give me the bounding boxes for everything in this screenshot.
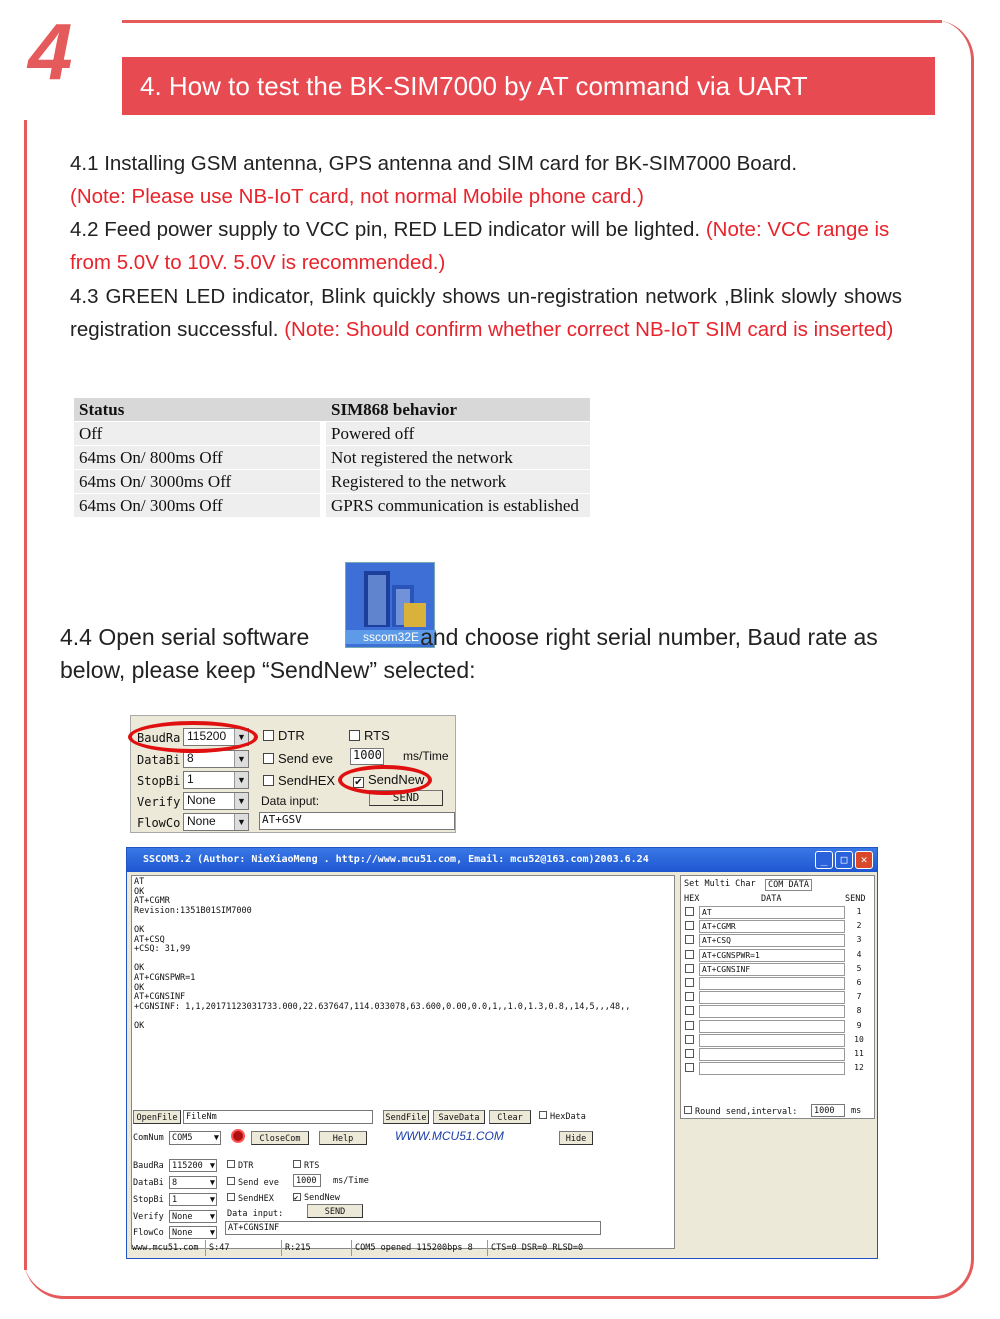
table-cell: Registered to the network bbox=[326, 470, 590, 494]
round-unit: ms bbox=[851, 1106, 862, 1116]
step-4-1-text: 4.1 Installing GSM antenna, GPS antenna and SIM card for BK-SIM7000 Board. bbox=[70, 152, 798, 175]
sendnew-checkbox[interactable]: ✔ SendNew bbox=[354, 772, 425, 788]
baud-label: BaudRa bbox=[137, 731, 181, 745]
step-4-2-text: 4.2 Feed power supply to VCC pin, RED LED indicator will be lighted. bbox=[70, 218, 701, 241]
multi-data-field[interactable]: AT+CGMR bbox=[699, 920, 845, 933]
sendhex-label: SendHEX bbox=[278, 773, 336, 788]
flow-select[interactable] bbox=[183, 813, 249, 831]
flow-value: None bbox=[172, 1228, 193, 1238]
rts-label: RTS bbox=[364, 728, 390, 743]
window-title: SSCOM3.2 (Author: NieXiaoMeng . http://www.mcu51.com, Email: mcu52@163.com)2003.6.24 bbox=[143, 854, 649, 865]
table-cell: GPRS communication is established bbox=[326, 494, 590, 518]
list-item bbox=[683, 1005, 873, 1018]
clear-button[interactable]: Clear bbox=[489, 1110, 531, 1124]
status-lines: CTS=0 DSR=0 RLSD=0 bbox=[487, 1240, 583, 1256]
sendnew-label: SendNew bbox=[304, 1193, 340, 1203]
verify-label: Verify bbox=[133, 1212, 164, 1222]
data-input-field[interactable]: AT+CGNSINF bbox=[225, 1221, 601, 1235]
databits-value: 8 bbox=[187, 751, 194, 765]
hide-button[interactable]: Hide bbox=[559, 1131, 593, 1145]
multi-data-field[interactable]: AT+CGNSPWR=1 bbox=[699, 949, 845, 962]
baud-select[interactable] bbox=[169, 1159, 217, 1172]
flow-label: FlowCo bbox=[133, 1228, 164, 1238]
list-item bbox=[683, 977, 873, 990]
flow-select[interactable] bbox=[169, 1226, 217, 1239]
sscom-window bbox=[126, 847, 878, 1259]
col-send: SEND bbox=[845, 894, 866, 904]
multi-data-field[interactable] bbox=[699, 1034, 845, 1047]
sendhex-checkbox[interactable] bbox=[227, 1193, 274, 1204]
status-bar bbox=[129, 1240, 875, 1256]
open-file-button[interactable]: OpenFile bbox=[133, 1110, 181, 1124]
list-item bbox=[683, 906, 873, 919]
table-row bbox=[74, 470, 590, 494]
multi-send-button[interactable]: 6 bbox=[856, 978, 862, 987]
multi-send-button[interactable]: 11 bbox=[854, 1049, 864, 1058]
chevron-down-icon: ▼ bbox=[209, 1228, 215, 1238]
help-button[interactable]: Help bbox=[319, 1131, 367, 1145]
list-item bbox=[683, 1062, 873, 1075]
app-icon-label: sscom32E bbox=[346, 630, 436, 644]
step-4-2-note: (Note: VCC range is from 5.0V to 10V. 5.0V is recommended.) bbox=[70, 218, 890, 274]
website-link[interactable]: WWW.MCU51.COM bbox=[395, 1129, 504, 1143]
maximize-icon[interactable]: □ bbox=[835, 851, 853, 869]
list-item bbox=[683, 991, 873, 1004]
hex-checkbox[interactable] bbox=[685, 950, 694, 959]
verify-value: None bbox=[187, 793, 216, 807]
multi-data-field[interactable] bbox=[699, 1062, 845, 1075]
chevron-down-icon: ▼ bbox=[209, 1161, 215, 1171]
baud-value: 115200 bbox=[172, 1161, 203, 1171]
step-4-3-note: (Note: Should confirm whether correct NB-IoT SIM card is inserted) bbox=[284, 318, 894, 341]
multi-send-button[interactable]: 10 bbox=[854, 1034, 864, 1044]
table-cell: 64ms On/ 3000ms Off bbox=[74, 470, 320, 494]
flow-value: None bbox=[187, 814, 216, 828]
receive-area[interactable]: AT OK AT+CGMR Revision:1351B01SIM7000 OK AT+CSQ +CSQ: 31,99 OK AT+CGNSPWR=1 OK AT+CGNSINF +CGNSINF: 1,1,20171123031733.000,22.637647,114.033078,63.600,0.00,0.0,1,,1.0,1.3,0.8,,14,5,,,48,, OK bbox=[131, 875, 675, 1249]
data-input-field[interactable]: AT+GSV bbox=[259, 812, 455, 830]
col-data: DATA bbox=[761, 894, 782, 904]
table-row bbox=[74, 494, 590, 518]
multi-data-field[interactable] bbox=[699, 977, 845, 990]
databits-label: DataBi bbox=[133, 1178, 164, 1188]
interval-input[interactable]: 1000 bbox=[350, 748, 384, 765]
multi-send-button[interactable]: 9 bbox=[856, 1020, 862, 1030]
list-item bbox=[683, 1020, 873, 1033]
step-4-4-text-a: 4.4 Open serial software bbox=[60, 624, 310, 650]
multi-send-button[interactable]: 12 bbox=[854, 1063, 864, 1073]
list-item bbox=[683, 920, 873, 933]
chevron-down-icon: ▼ bbox=[209, 1195, 215, 1205]
send-button[interactable]: SEND bbox=[307, 1204, 363, 1218]
chevron-down-icon: ▼ bbox=[234, 814, 248, 830]
port-status-led-icon bbox=[231, 1129, 245, 1143]
hex-checkbox[interactable] bbox=[685, 1063, 694, 1072]
chevron-down-icon: ▼ bbox=[234, 751, 248, 767]
ms-time-label: ms/Time bbox=[333, 1176, 369, 1186]
multi-data-field[interactable]: AT+CGNSINF bbox=[699, 963, 845, 976]
hex-checkbox[interactable] bbox=[685, 1049, 694, 1058]
status-site: www.mcu51.com bbox=[132, 1243, 199, 1253]
multi-send-button[interactable]: 7 bbox=[856, 992, 862, 1002]
step-4-1-note: (Note: Please use NB-IoT card, not normal Mobile phone card.) bbox=[70, 185, 644, 208]
tab-com-data[interactable]: COM DATA bbox=[765, 879, 812, 891]
multi-char-panel bbox=[680, 875, 875, 1119]
com-num-label: ComNum bbox=[133, 1133, 164, 1143]
status-port: COM5 opened 115200bps 8 bbox=[351, 1240, 473, 1256]
chevron-down-icon: ▼ bbox=[209, 1178, 215, 1188]
databits-value: 8 bbox=[172, 1178, 178, 1188]
sendnew-checkbox[interactable]: ✔ SendNew bbox=[294, 1193, 340, 1203]
file-name-field[interactable]: FileNm bbox=[183, 1110, 373, 1124]
dtr-label: DTR bbox=[238, 1161, 254, 1171]
ms-time-label: ms/Time bbox=[403, 749, 449, 763]
stopbits-value: 1 bbox=[172, 1195, 178, 1205]
dtr-label: DTR bbox=[278, 728, 305, 743]
hexdata-label: HexData bbox=[550, 1112, 586, 1122]
section-number: 4 bbox=[28, 7, 73, 96]
col-hex: HEX bbox=[684, 894, 700, 904]
com-num-select[interactable] bbox=[169, 1131, 221, 1145]
send-file-button[interactable]: SendFile bbox=[383, 1110, 429, 1124]
stopbits-select[interactable] bbox=[169, 1193, 217, 1206]
send-every-label: Send eve bbox=[238, 1178, 279, 1188]
sendhex-label: SendHEX bbox=[238, 1194, 274, 1204]
rts-label: RTS bbox=[304, 1161, 320, 1171]
highlight-sendnew-oval bbox=[338, 765, 432, 795]
hex-checkbox[interactable] bbox=[685, 978, 694, 987]
multi-send-button[interactable]: 8 bbox=[856, 1006, 862, 1016]
table-cell: 64ms On/ 300ms Off bbox=[74, 494, 320, 518]
baud-value: 115200 bbox=[187, 729, 227, 743]
close-com-button[interactable]: CloseCom bbox=[251, 1131, 309, 1145]
multi-data-field[interactable] bbox=[699, 991, 845, 1004]
table-row bbox=[74, 446, 590, 470]
databits-select[interactable] bbox=[169, 1176, 217, 1189]
chevron-down-icon: ▼ bbox=[234, 793, 248, 809]
status-send-count: S:47 bbox=[205, 1240, 229, 1256]
hex-checkbox[interactable] bbox=[685, 907, 694, 916]
stopbits-select[interactable] bbox=[183, 771, 249, 789]
sendhex-checkbox[interactable] bbox=[263, 773, 335, 788]
status-receive-count: R:215 bbox=[281, 1240, 311, 1256]
multi-send-button[interactable]: 1 bbox=[856, 907, 862, 916]
data-input-label: Data input: bbox=[227, 1209, 284, 1219]
list-item bbox=[683, 963, 873, 976]
chevron-down-icon: ▼ bbox=[234, 729, 248, 745]
step-4-4 bbox=[60, 621, 940, 687]
round-interval-input[interactable]: 1000 bbox=[811, 1104, 845, 1117]
multi-send-button[interactable]: 4 bbox=[856, 949, 862, 959]
highlight-baud-oval bbox=[128, 721, 258, 753]
round-send-checkbox[interactable] bbox=[684, 1106, 797, 1117]
multi-data-field[interactable] bbox=[699, 1005, 845, 1018]
multi-data-field[interactable] bbox=[699, 1048, 845, 1061]
stopbits-label: StopBi bbox=[133, 1195, 164, 1205]
step-4-4-text-b: and choose right serial number, Baud rate as below, please keep “SendNew” selected: bbox=[60, 624, 878, 683]
send-every-checkbox[interactable] bbox=[263, 751, 333, 766]
table-header-status: Status bbox=[74, 398, 320, 422]
rts-checkbox[interactable] bbox=[293, 1160, 319, 1171]
multi-data-field[interactable]: AT bbox=[699, 906, 845, 919]
verify-label: Verify bbox=[137, 795, 181, 809]
multi-data-field[interactable]: AT+CSQ bbox=[699, 934, 845, 947]
list-item bbox=[683, 1048, 873, 1061]
list-item bbox=[683, 949, 873, 962]
close-icon[interactable]: ✕ bbox=[855, 851, 873, 869]
hex-checkbox[interactable] bbox=[685, 1021, 694, 1030]
rts-checkbox[interactable] bbox=[349, 728, 390, 743]
minimize-icon[interactable]: _ bbox=[815, 851, 833, 869]
section-banner: 4. How to test the BK-SIM7000 by AT command via UART bbox=[122, 57, 935, 115]
multi-send-button[interactable]: 2 bbox=[856, 921, 862, 931]
send-every-label: Send eve bbox=[278, 751, 333, 766]
list-item bbox=[683, 1034, 873, 1047]
frame-top-line bbox=[122, 20, 942, 23]
multi-data-field[interactable] bbox=[699, 1020, 845, 1033]
step-4-1 bbox=[70, 147, 902, 213]
hex-checkbox[interactable] bbox=[685, 921, 694, 930]
interval-input[interactable]: 1000 bbox=[293, 1174, 321, 1187]
table-cell: Not registered the network bbox=[326, 446, 590, 470]
window-titlebar bbox=[127, 848, 877, 872]
hex-checkbox[interactable] bbox=[685, 992, 694, 1001]
verify-select[interactable] bbox=[183, 792, 249, 810]
com-num-value: COM5 bbox=[172, 1133, 193, 1143]
led-status-table bbox=[74, 398, 590, 518]
data-input-label: Data input: bbox=[261, 794, 320, 808]
table-cell: Off bbox=[74, 422, 320, 446]
stopbits-value: 1 bbox=[187, 772, 194, 786]
chevron-down-icon: ▼ bbox=[234, 772, 248, 788]
list-item bbox=[683, 934, 873, 947]
table-row bbox=[74, 422, 590, 446]
dtr-checkbox[interactable] bbox=[227, 1160, 253, 1171]
frame-left-line bbox=[24, 120, 27, 1270]
multi-send-button[interactable]: 3 bbox=[856, 935, 862, 945]
dtr-checkbox[interactable] bbox=[263, 728, 305, 743]
chevron-down-icon: ▼ bbox=[209, 1212, 215, 1222]
databits-label: DataBi bbox=[137, 753, 181, 767]
tab-set-multi-char[interactable]: Set Multi Char bbox=[684, 879, 756, 889]
chevron-down-icon: ▼ bbox=[213, 1133, 219, 1143]
table-cell: Powered off bbox=[326, 422, 590, 446]
send-button[interactable]: SEND bbox=[369, 790, 443, 806]
step-4-3-text: 4.3 GREEN LED indicator, Blink quickly shows un-registration network ,Blink slowly shows registration successful. bbox=[70, 285, 902, 341]
round-send-label: Round send,interval: bbox=[695, 1107, 798, 1117]
multi-send-button[interactable]: 5 bbox=[856, 963, 862, 973]
table-header-row bbox=[74, 398, 590, 422]
verify-select[interactable] bbox=[169, 1210, 217, 1223]
hex-checkbox[interactable] bbox=[685, 964, 694, 973]
hex-checkbox[interactable] bbox=[685, 935, 694, 944]
baud-label: BaudRa bbox=[133, 1161, 164, 1171]
send-every-checkbox[interactable] bbox=[227, 1177, 279, 1188]
table-header-behavior: SIM868 behavior bbox=[326, 398, 590, 422]
hex-checkbox[interactable] bbox=[685, 1035, 694, 1044]
stopbits-label: StopBi bbox=[137, 774, 181, 788]
table-cell: 64ms On/ 800ms Off bbox=[74, 446, 320, 470]
flow-label: FlowCo bbox=[137, 816, 181, 830]
hex-checkbox[interactable] bbox=[685, 1006, 694, 1015]
save-data-button[interactable]: SaveData bbox=[433, 1110, 485, 1124]
sendnew-label: SendNew bbox=[368, 772, 425, 787]
step-4-3 bbox=[70, 280, 902, 346]
step-4-2 bbox=[70, 213, 902, 279]
verify-value: None bbox=[172, 1212, 193, 1222]
hexdata-checkbox[interactable] bbox=[539, 1111, 586, 1122]
